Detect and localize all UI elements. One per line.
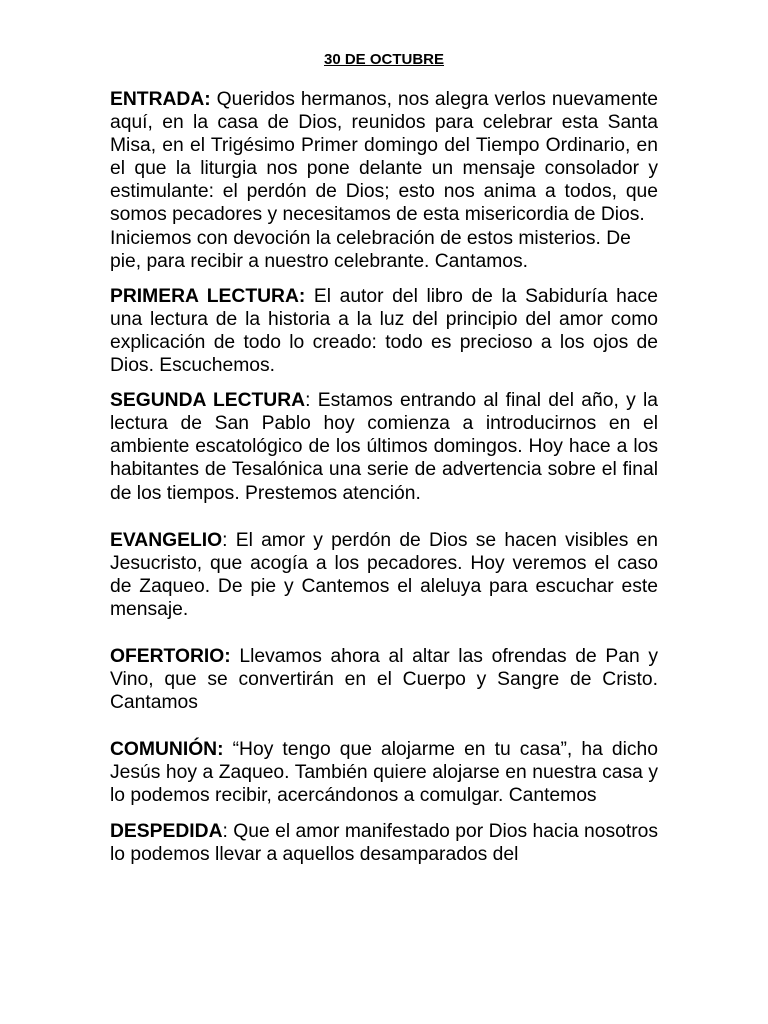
section-entrada	[110, 88, 658, 227]
section-despedida	[110, 820, 658, 866]
primera-lectura-label: PRIMERA LECTURA:	[110, 285, 306, 307]
section-ofertorio	[110, 645, 658, 714]
ofertorio-text: Llevamos ahora al altar las ofrendas de Pan y Vino, que se convertirán en el Cuerpo y Sangre de Cristo. Cantamos	[110, 645, 658, 714]
section-entrada-continuation	[110, 227, 658, 273]
despedida-text: : Que el amor manifestado por Dios hacia nosotros lo podemos llevar a aquellos desamparados del	[110, 820, 658, 865]
segunda-lectura-label: SEGUNDA LECTURA	[110, 390, 306, 412]
ofertorio-label: OFERTORIO:	[110, 645, 231, 667]
comunion-label: COMUNIÓN:	[110, 739, 224, 761]
comunion-text: “Hoy tengo que alojarme en tu casa”, ha dicho Jesús hoy a Zaqueo. También quiere alojarse en nuestra casa y lo podemos recibir, acercándonos a comulgar. Cantemos	[110, 739, 658, 807]
evangelio-text: : El amor y perdón de Dios se hacen visibles en Jesucristo, que acogía a los pecadores. Hoy veremos el caso de Zaqueo. De pie y Cantemos el aleluya para escuchar este mensaje.	[110, 529, 658, 620]
segunda-lectura-text: : Estamos entrando al final del año, y la lectura de San Pablo hoy comienza a introducirnos en el ambiente escatológico de los últimos domingos. Hoy hace a los habitantes de Tesalónica una serie de advertencia sobre el final de los tiempos. Prestemos atención.	[110, 390, 659, 504]
section-segunda-lectura	[110, 389, 658, 504]
section-primera-lectura	[110, 285, 658, 377]
entrada-text-2: Iniciemos con devoción la celebración de estos misterios. De pie, para recibir a nuestro celebrante. Cantamos.	[110, 227, 631, 272]
section-evangelio	[110, 529, 658, 621]
evangelio-label: EVANGELIO	[110, 529, 223, 551]
entrada-text: Queridos hermanos, nos alegra verlos nuevamente aquí, en la casa de Dios, reunidos para celebrar esta Santa Misa, en el Trigésimo Primer domingo del Tiempo Ordinario, en el que la liturgia nos pone delante un mensaje consolador y estimulante: el perdón de Dios; esto nos anima a todos, que somos pecadores y necesitamos de esta misericordia de Dios.	[110, 89, 658, 226]
document-page	[110, 50, 658, 866]
section-comunion	[110, 738, 658, 807]
primera-lectura-text: El autor del libro de la Sabiduría hace una lectura de la historia a la luz del principio del amor como explicación de todo lo creado: todo es precioso a los ojos de Dios. Escuchemos.	[110, 285, 658, 377]
entrada-label: ENTRADA:	[110, 89, 211, 110]
document-title: 30 DE OCTUBRE	[323, 51, 445, 68]
despedida-label: DESPEDIDA	[110, 820, 223, 842]
